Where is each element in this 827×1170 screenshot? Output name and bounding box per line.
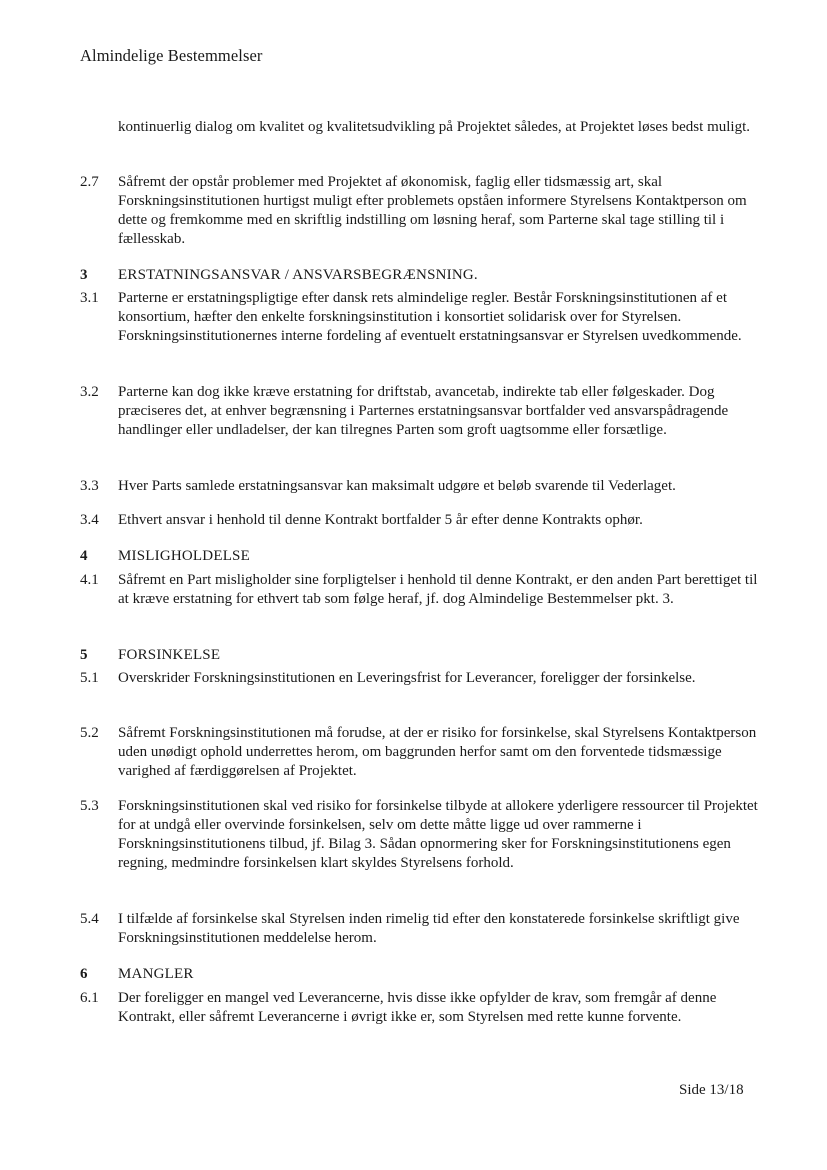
section-4-heading: MISLIGHOLDELSE [118,548,250,564]
section-6-heading: MANGLER [118,966,194,982]
section-5-heading: FORSINKELSE [118,647,221,663]
clause-number: 3.3 [80,478,99,494]
clause-number: 6.1 [80,990,99,1006]
section-number: 6 [80,966,88,982]
section-number: 5 [80,647,88,663]
clause-number: 2.7 [80,174,99,190]
section-number: 3 [80,267,88,283]
clause-3-1-text: Parterne er erstatningspligtige efter dansk rets almindelige regler. Består Forskningsinstitutionen af et konsortium, hæfter den enkelte forskningsinstitution i konsortiet solidarisk over for Styrelsen. Forskningsinstitutionernes interne fordeling af eventuelt erstatningsansvar er Styrelsen uvedkommende. [118,290,742,344]
continuation-paragraph: kontinuerlig dialog om kvalitet og kvalitetsudvikling på Projektet således, at Projektet løses bedst muligt. [118,119,750,135]
clause-number: 5.4 [80,911,99,927]
clause-number: 3.4 [80,512,99,528]
clause-5-3-text: Forskningsinstitutionen skal ved risiko for forsinkelse tilbyde at allokere yderligere ressourcer til Projektet for at undgå eller overvinde forsinkelsen, selv om dette måtte ligge ud over rammerne i Forskningsinstitutionens tilbud, jf. Bilag 3. Sådan opnormering sker for Forskningsinstitutionens egen regning, medmindre forsinkelsen klart skyldes Styrelsens forhold. [118,798,758,871]
clause-5-4-text: I tilfælde af forsinkelse skal Styrelsen inden rimelig tid efter den konstaterede forsinkelse skriftligt give Forskningsinstitutionen meddelelse herom. [118,911,740,946]
clause-3-4-text: Ethvert ansvar i henhold til denne Kontrakt bortfalder 5 år efter denne Kontrakts ophør. [118,512,643,528]
clause-3-2-text: Parterne kan dog ikke kræve erstatning for driftstab, avancetab, indirekte tab eller følgeskader. Dog præciseres det, at enhver begrænsning i Parternes erstatningsansvar bortfalder ved ansvarspådragende handlinger eller undladelser, der kan tilregnes Parten som groft uagtsomme eller forsætlige. [118,384,729,438]
clause-number: 5.2 [80,725,99,741]
page-header: Almindelige Bestemmelser [80,46,263,65]
clause-4-1-text: Såfremt en Part misligholder sine forpligtelser i henhold til denne Kontrakt, er den anden Part berettiget til at kræve erstatning for ethvert tab som følge heraf, jf. dog Almindelige Bestemmelser pkt. 3. [118,572,758,607]
clause-5-1-text: Overskrider Forskningsinstitutionen en Leveringsfrist for Leverancer, foreligger der forsinkelse. [118,670,696,686]
section-number: 4 [80,548,88,564]
clause-3-3-text: Hver Parts samlede erstatningsansvar kan maksimalt udgøre et beløb svarende til Vederlaget. [118,478,676,494]
clause-number: 4.1 [80,572,99,588]
section-3-heading: ERSTATNINGSANSVAR / ANSVARSBEGRÆNSNING. [118,267,478,283]
page-number: Side 13/18 [679,1082,744,1098]
clause-2-7-text: Såfremt der opstår problemer med Projektet af økonomisk, faglig eller tidsmæssig art, skal Forskningsinstitutionen hurtigst muligt efter problemets opståen informere Styrelsens Kontaktperson om dette og fremkomme med en skriftlig indstilling om løsning heraf, som Parterne skal tage stilling til i fællesskab. [118,174,747,247]
clause-5-2-text: Såfremt Forskningsinstitutionen må forudse, at der er risiko for forsinkelse, skal Styrelsens Kontaktperson uden unødigt ophold underrettes herom, om baggrunden herfor samt om den forventede tidsmæssige varighed af færdiggørelsen af Projektet. [118,725,757,779]
clause-number: 3.1 [80,290,99,306]
clause-number: 3.2 [80,384,99,400]
clause-number: 5.1 [80,670,99,686]
clause-6-1-text: Der foreligger en mangel ved Leverancerne, hvis disse ikke opfylder de krav, som fremgår af denne Kontrakt, eller såfremt Leverancerne i øvrigt ikke er, som Styrelsen med rette kunne forvente. [118,990,717,1025]
clause-number: 5.3 [80,798,99,814]
